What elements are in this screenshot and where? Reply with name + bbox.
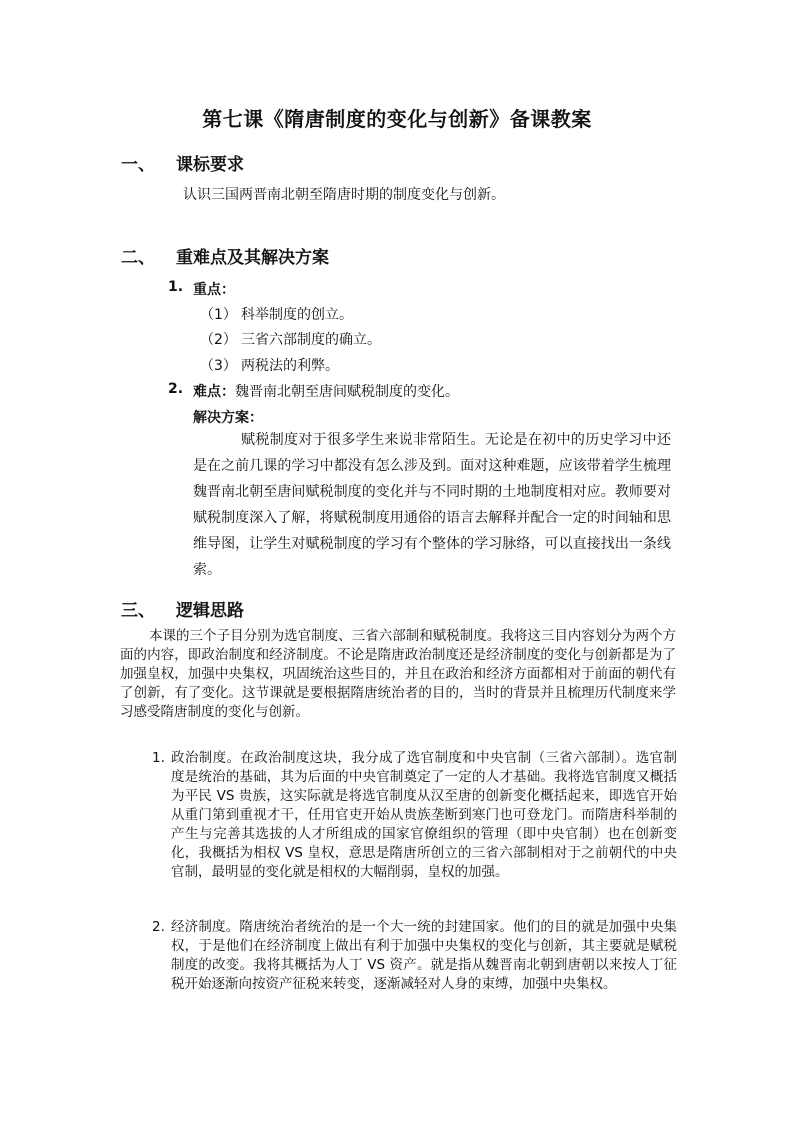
key-point-1-number: （1） xyxy=(200,307,237,323)
section-2-heading xyxy=(121,243,329,268)
section-1-number: 一、 xyxy=(121,155,155,175)
key-point-3-text: 两税法的利弊。 xyxy=(241,358,339,374)
logic-intro-paragraph: 本课的三个子目分别为选官制度、三省六部制和赋税制度。我将这三目内容划分为两个方面的内容，即政治制度和经济制度。不论是隋唐政治制度还是经济制度的变化与创新都是为了加强皇权，加强中央集权，巩固统治这些目的，并且在政治和经济方面都相对于前面的朝代有了创新，有了变化。这节课就是要根据隋唐统治者的目的，当时的背景并且梳理历代制度来学习感受隋唐制度的变化与创新。 xyxy=(120,628,676,720)
key-points-label: 重点： xyxy=(193,282,235,298)
logic-item-2-text: 经济制度。隋唐统治者统治的是一个大一统的封建国家。他们的目的就是加强中央集权，于是他们在经济制度上做出有利于加强中央集权的变化与创新，其主要就是赋税制度的改变。我将其概括为人丁 VS 资产。就是指从魏晋南北朝到唐朝以来按人丁征税开始逐渐向按资产征税来转变，逐渐减轻对人身的束缚，加强中央集权。 xyxy=(171,919,677,992)
difficulty-label: 难点： xyxy=(193,384,235,400)
logic-item-1-text: 政治制度。在政治制度这块，我分成了选官制度和中央官制（三省六部制）。选官制度是统治的基础，其为后面的中央官制奠定了一定的人才基础。我将选官制度又概括为平民 VS 贵族，这实际就是将选官制度从汉至唐的创新变化概括起来，即选官开始从重门第到重视才干，任用官吏开始从贵族垄断到寒门也可登龙门。而隋唐科举制的产生与完善其选拔的人才所组成的国家官僚组织的管理（即中央官制）也在创新变化，我概括为相权 VS 皇权，意思是隋唐所创立的三省六部制相对于之前朝代的中央官制，最明显的变化就是相权的大幅削弱，皇权的加强。 xyxy=(171,750,677,880)
section-1-text: 认识三国两晋南北朝至隋唐时期的制度变化与创新。 xyxy=(183,187,505,203)
section-3-title: 逻辑思路 xyxy=(176,601,244,621)
section-1-title: 课标要求 xyxy=(176,155,244,175)
key-point-3-number: （3） xyxy=(200,358,237,374)
difficulty-line xyxy=(193,381,459,401)
key-point-1-text: 科举制度的创立。 xyxy=(241,307,353,323)
solution-label: 解决方案： xyxy=(193,410,263,426)
difficulty-text: 魏晋南北朝至唐间赋税制度的变化。 xyxy=(235,384,459,400)
page-title: 第七课《隋唐制度的变化与创新》备课教案 xyxy=(202,107,592,131)
section-3-number: 三、 xyxy=(121,601,155,621)
section-3-heading xyxy=(121,596,244,621)
solution-paragraph: 赋税制度对于很多学生来说非常陌生。无论是在初中的历史学习中还是在之前几课的学习中都没有怎么涉及到。面对这种难题，应该带着学生梳理魏晋南北朝至唐间赋税制度的变化并与不同时期的土地制度相对应。教师要对赋税制度深入了解，将赋税制度用通俗的语言去解释并配合一定的时间轴和思维导图，让学生对赋税制度的学习有个整体的学习脉络，可以直接找出一条线索。 xyxy=(193,432,671,578)
logic-item-2-number: 2. xyxy=(152,919,165,935)
section-2-title: 重难点及其解决方案 xyxy=(176,248,329,268)
key-point-2-number: （2） xyxy=(200,332,237,348)
key-point-2-text: 三省六部制度的确立。 xyxy=(241,332,381,348)
difficulty-number: 2. xyxy=(168,381,184,397)
section-1-heading xyxy=(121,150,244,175)
section-2-number: 二、 xyxy=(121,248,155,268)
key-points-number: 1. xyxy=(168,279,184,295)
logic-item-1-number: 1. xyxy=(152,750,165,766)
